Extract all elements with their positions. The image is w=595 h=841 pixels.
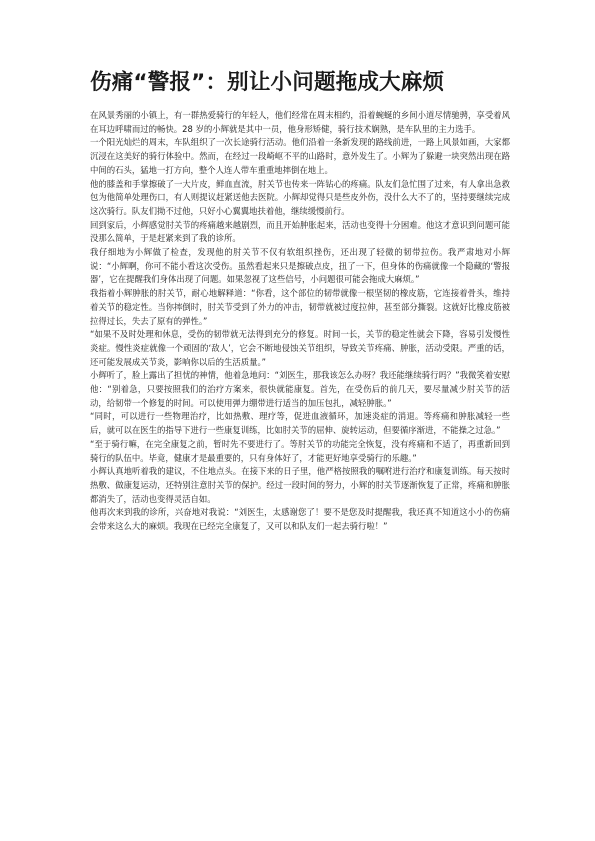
paragraph: 在风景秀丽的小镇上，有一群热爱骑行的年轻人，他们经常在周末相约，沿着蜿蜒的乡间小道尽情驰骋，享受着风在耳边呼啸而过的畅快。28 岁的小辉就是其中一员，他身形矫健，骑行技术娴熟，是车队里的主力选手。 bbox=[90, 110, 510, 134]
article-body bbox=[90, 109, 510, 534]
paragraph: “如果不及时处理和休息，受伤的韧带就无法得到充分的修复。时间一长，关节的稳定性就会下降，容易引发慢性炎症。慢性炎症就像一个顽固的‘敌人’，它会不断地侵蚀关节组织，导致关节疼痛、肿胀，活动受限。严重的话，还可能发展成关节炎，影响你以后的生活质量。” bbox=[90, 329, 510, 367]
document-page bbox=[90, 68, 510, 534]
paragraph: 一个阳光灿烂的周末，车队组织了一次长途骑行活动。他们沿着一条新发现的路线前进，一路上风景如画，大家都沉浸在这美好的骑行体验中。然而，在经过一段崎岖不平的山路时，意外发生了。小辉为了躲避一块突然出现在路中间的石头，猛地一打方向，整个人连人带车重重地摔倒在地上。 bbox=[90, 137, 510, 175]
paragraph: 回到家后，小辉感觉肘关节的疼痛越来越剧烈，而且开始肿胀起来，活动也变得十分困难。他这才意识到问题可能没那么简单，于是赶紧来到了我的诊所。 bbox=[90, 219, 510, 244]
paragraph: “至于骑行嘛，在完全康复之前，暂时先不要进行了。等肘关节的功能完全恢复，没有疼痛和不适了，再重新回到骑行的队伍中。毕竟，健康才是最重要的，只有身体好了，才能更好地享受骑行的乐趣。” bbox=[90, 438, 510, 463]
article-title: 伤痛“警报”：别让小问题拖成大麻烦 bbox=[90, 70, 445, 95]
paragraph: “同时，可以进行一些物理治疗，比如热敷、理疗等，促进血液循环，加速炎症的消退。等疼痛和肿胀减轻一些后，就可以在医生的指导下进行一些康复训练，比如肘关节的屈伸、旋转运动，但要循序渐进，不能操之过急。” bbox=[90, 411, 510, 436]
paragraph: 他再次来到我的诊所，兴奋地对我说：“刘医生，太感谢您了！要不是您及时提醒我，我还真不知道这小小的伤痛会带来这么大的麻烦。我现在已经完全康复了，又可以和队友们一起去骑行啦！” bbox=[90, 507, 510, 532]
paragraph: 小辉认真地听着我的建议，不住地点头。在接下来的日子里，他严格按照我的嘱咐进行治疗和康复训练。每天按时热敷、做康复运动，还特别注意肘关节的保护。经过一段时间的努力，小辉的肘关节逐渐恢复了正常，疼痛和肿胀都消失了，活动也变得灵活自如。 bbox=[90, 466, 510, 504]
paragraph: 我仔细地为小辉做了检查，发现他的肘关节不仅有软组织挫伤，还出现了轻微的韧带拉伤。我严肃地对小辉说：“小辉啊，你可不能小看这次受伤。虽然看起来只是擦破点皮，扭了一下，但身体的伤痛就像一个隐藏的‘警报器’，它在提醒我们身体出现了问题。如果忽视了这些信号，小问题很可能会拖成大麻烦。” bbox=[90, 247, 510, 285]
paragraph: 小辉听了，脸上露出了担忧的神情，他着急地问：“刘医生，那我该怎么办呀？我还能继续骑行吗？”我微笑着安慰他：“别着急，只要按照我们的治疗方案来，很快就能康复。首先，在受伤后的前几天，要尽量减少肘关节的活动，给韧带一个修复的时间。可以使用弹力绷带进行适当的加压包扎，减轻肿胀。” bbox=[90, 370, 510, 408]
paragraph: 他的膝盖和手掌擦破了一大片皮，鲜血直流，肘关节也传来一阵钻心的疼痛。队友们急忙围了过来，有人拿出急救包为他简单处理伤口，有人则提议赶紧送他去医院。小辉却觉得只是些皮外伤，没什么大不了的，坚持要继续完成这次骑行。队友们拗不过他，只好小心翼翼地扶着他，继续缓慢前行。 bbox=[90, 178, 510, 216]
paragraph: 我指着小辉肿胀的肘关节，耐心地解释道：“你看，这个部位的韧带就像一根坚韧的橡皮筋，它连接着骨头，维持着关节的稳定性。当你摔倒时，肘关节受到了外力的冲击，韧带就被过度拉伸，甚至部分撕裂。这就好比橡皮筋被拉得过长，失去了原有的弹性。” bbox=[90, 288, 510, 326]
